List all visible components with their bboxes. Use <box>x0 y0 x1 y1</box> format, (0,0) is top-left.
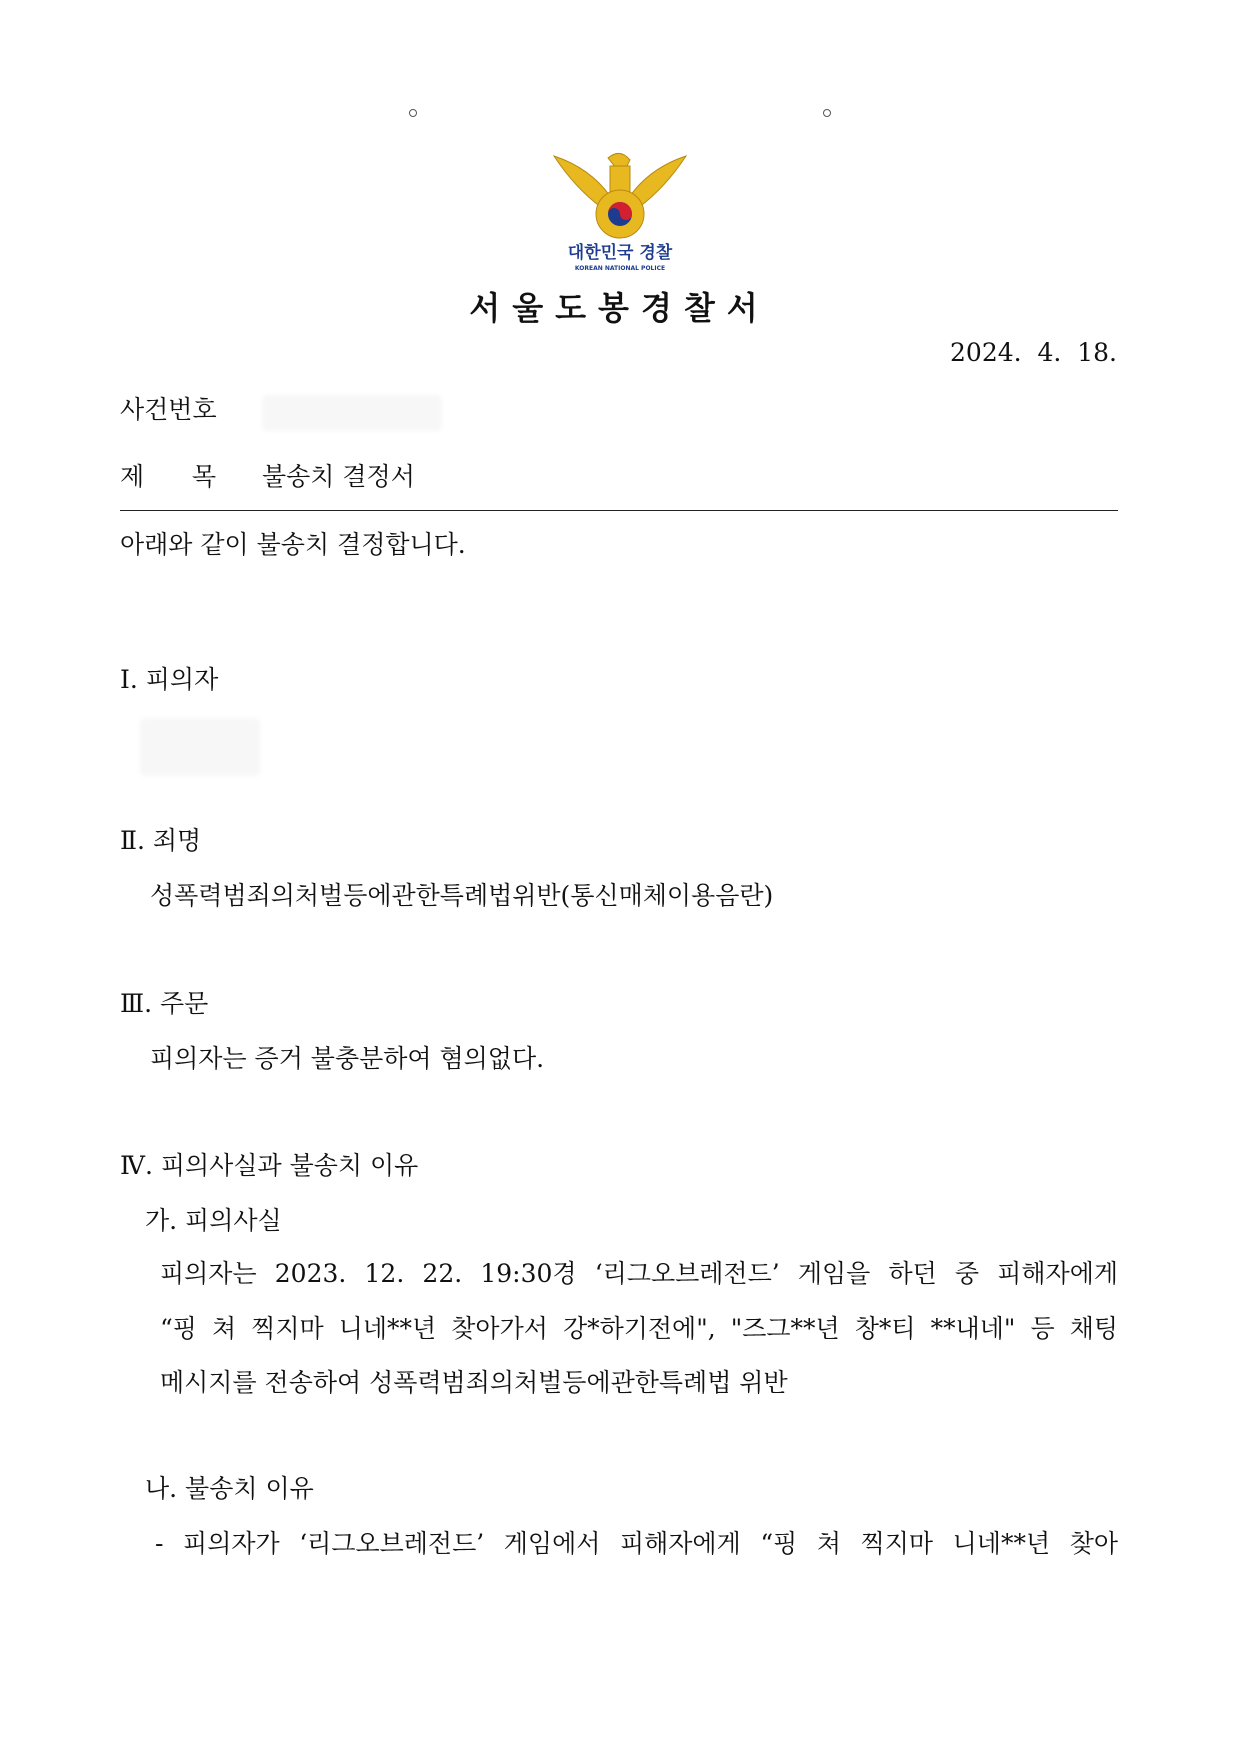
section-3-heading: Ⅲ. 주문 <box>120 989 209 1018</box>
document-date: 2024. 4. 18. <box>950 338 1117 367</box>
section-4-heading: Ⅳ. 피의사실과 불송치 이유 <box>120 1151 419 1180</box>
subject-label: 제 목 <box>120 462 216 491</box>
facts-line-1: 피의자는 2023. 12. 22. 19:30경 ‘리그오브레전드’ 게임을 하던 중 피해자에게 <box>160 1259 1118 1288</box>
facts-line-3: 메시지를 전송하여 성폭력범죄의처벌등에관한특례법 위반 <box>160 1368 788 1397</box>
section-1-heading: Ⅰ. 피의자 <box>120 665 219 694</box>
section-2-heading: Ⅱ. 죄명 <box>120 826 202 855</box>
subject-value: 불송치 결정서 <box>262 462 415 491</box>
case-number-redacted <box>262 395 442 431</box>
logo-text: 대한민국 경찰 KOREAN NATIONAL POLICE <box>567 243 673 272</box>
intro-text: 아래와 같이 불송치 결정합니다. <box>120 530 466 559</box>
agency-title: 서울도봉경찰서 <box>469 289 770 327</box>
suspect-redacted <box>140 718 260 776</box>
charge-name: 성폭력범죄의처벌등에관한특례법위반(통신매체이용음란) <box>150 881 774 910</box>
divider <box>120 510 1118 511</box>
margin-dot-right <box>823 109 831 117</box>
margin-dot-left <box>409 109 417 117</box>
subsection-b-heading: 나. 불송치 이유 <box>145 1474 314 1503</box>
disposition-text: 피의자는 증거 불충분하여 혐의없다. <box>150 1044 545 1073</box>
reason-line-1: - 피의자가 ‘리그오브레전드’ 게임에서 피해자에게 “핑 쳐 찍지마 니네**년 찾아 <box>155 1529 1118 1558</box>
facts-line-2: “핑 쳐 찍지마 니네**년 찾아가서 강*하기전에", "즈그**년 창*티 **내네" 등 채팅 <box>160 1314 1118 1343</box>
case-number-label: 사건번호 <box>120 395 217 424</box>
subsection-a-heading: 가. 피의사실 <box>145 1206 282 1235</box>
